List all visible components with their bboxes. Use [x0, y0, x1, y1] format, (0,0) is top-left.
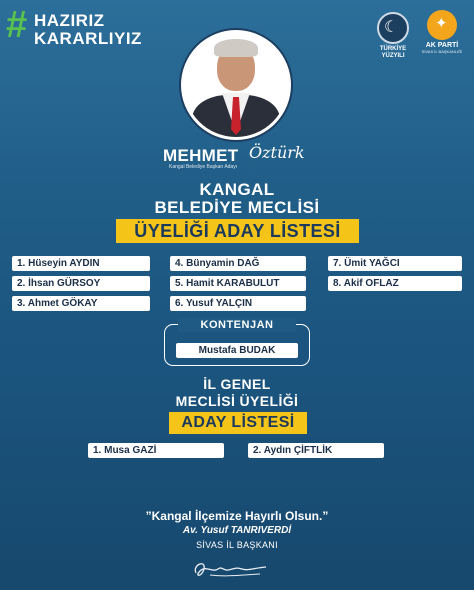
council-member-1: 1. Hüseyin AYDIN — [12, 256, 150, 271]
signer-name: Av. Yusuf TANRIVERDİ — [182, 525, 292, 536]
lightbulb-icon: ✦ — [427, 10, 457, 40]
quota-label: KONTENJAN — [178, 318, 296, 332]
footer-quote: ”Kangal İlçemize Hayırlı Olsun.” — [145, 509, 329, 523]
ak-parti-logo — [420, 10, 464, 54]
hashtag-symbol: # — [6, 4, 28, 46]
general-council-member-1: 1. Musa GAZİ — [88, 443, 224, 458]
ak-parti-subtitle: SİVAS İL BAŞKANLIĞI — [421, 49, 463, 54]
council-member-5: 5. Hamit KARABULUT — [170, 276, 306, 291]
crescent-star-icon: ☾ — [377, 12, 409, 44]
title-line3: ÜYELİĞİ ADAY LİSTESİ — [134, 221, 341, 241]
quota-member: Mustafa BUDAK — [176, 343, 298, 358]
general-council-line3: ADAY LİSTESİ — [181, 414, 295, 431]
council-member-7: 7. Ümit YAĞCI — [328, 256, 462, 271]
title-line2: BELEDİYE MECLİSİ — [154, 198, 320, 217]
candidate-photo — [181, 30, 291, 140]
candidate-last-name: Öztürk — [249, 143, 305, 162]
candidate-name — [163, 143, 313, 176]
logo-group — [374, 8, 464, 66]
candidate-first-name: MEHMET — [163, 146, 239, 165]
candidate-subtitle: Kangal Belediye Başkan Adayı — [169, 164, 238, 170]
hashtag-line2: KARARLIYIZ — [34, 29, 142, 48]
signer-title: SİVAS İL BAŞKANI — [196, 540, 278, 550]
hashtag-banner — [6, 4, 164, 48]
general-council-highlight — [169, 412, 307, 434]
ak-parti-title: AK PARTİ — [425, 42, 459, 49]
council-member-4: 4. Bünyamin DAĞ — [170, 256, 306, 271]
council-member-8: 8. Akif OFLAZ — [328, 276, 462, 291]
council-member-2: 2. İhsan GÜRSOY — [12, 276, 150, 291]
turkiye-logo-text: TÜRKİYE YÜZYILI — [379, 46, 407, 59]
council-member-6: 6. Yusuf YALÇIN — [170, 296, 306, 311]
turkiye-yuzyili-logo — [374, 12, 412, 60]
council-member-3: 3. Ahmet GÖKAY — [12, 296, 150, 311]
general-council-line1: İL GENEL — [203, 376, 271, 392]
general-council-line2: MECLİSİ ÜYELİĞİ — [175, 393, 299, 409]
hashtag-line1: HAZIRIZ — [34, 11, 105, 30]
title-line1: KANGAL — [199, 180, 275, 199]
general-council-member-2: 2. Aydın ÇİFTLİK — [248, 443, 384, 458]
title-highlight — [116, 219, 359, 243]
signature-icon — [190, 555, 270, 583]
